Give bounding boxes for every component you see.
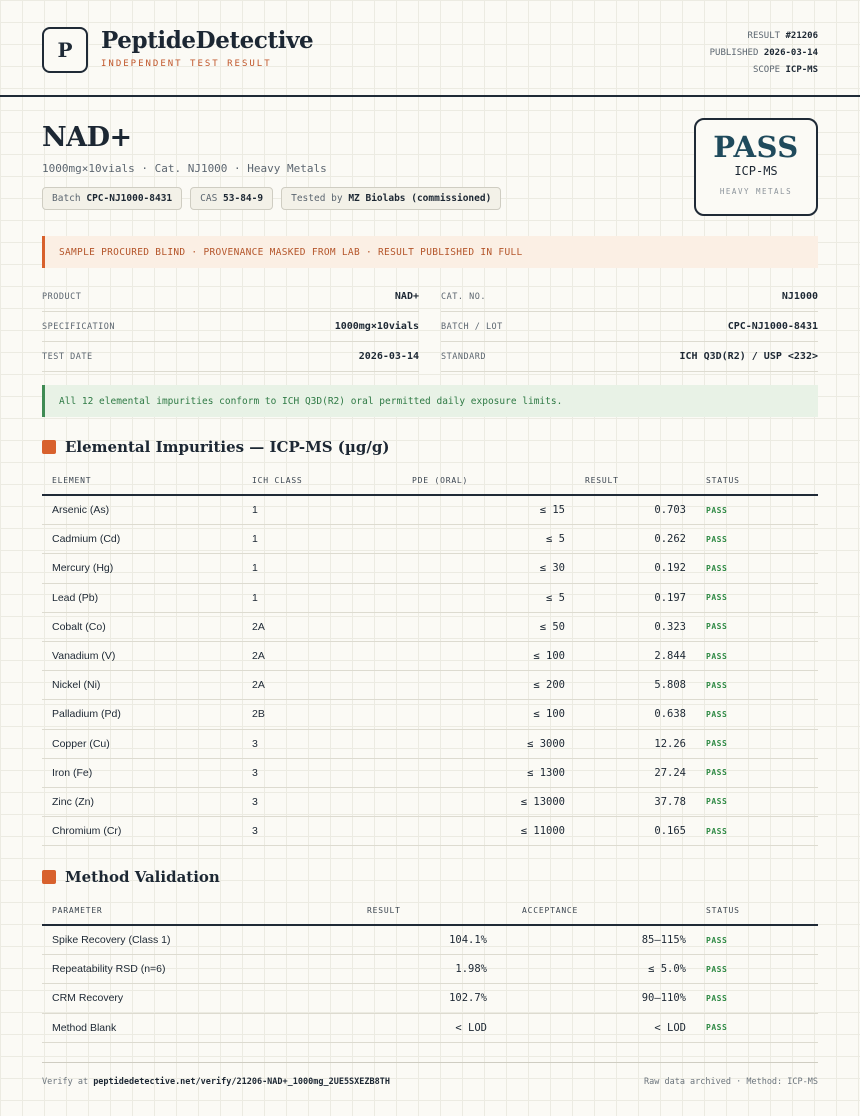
spec-column-right bbox=[441, 282, 818, 372]
pde-cell: ≤ 11000 bbox=[352, 817, 575, 846]
table-row bbox=[42, 925, 818, 955]
cas-chip: CAS 53-84-9 bbox=[190, 187, 273, 210]
pde-cell: ≤ 15 bbox=[352, 495, 575, 525]
spec-row: BATCH / LOT CPC-NJ1000-8431 bbox=[441, 312, 818, 342]
impurities-heading: Elemental Impurities — ICP-MS (µg/g) bbox=[42, 438, 389, 456]
result-cell: 5.808 bbox=[575, 671, 696, 700]
table-header-row: ELEMENT ICH CLASS PDE (ORAL) RESULT STATUS bbox=[42, 467, 818, 495]
table-header-row: PARAMETER RESULT ACCEPTANCE STATUS bbox=[42, 897, 818, 925]
status-cell: PASS bbox=[696, 671, 818, 700]
result-cell: 12.26 bbox=[575, 729, 696, 758]
status-cell: PASS bbox=[696, 787, 818, 816]
report-footer bbox=[42, 1062, 818, 1087]
verify-line: Verify at peptidedetective.net/verify/21206-NAD+_1000mg_2UE5SXEZB8TH bbox=[42, 1077, 390, 1087]
result-cell: 104.1% bbox=[327, 925, 497, 955]
element-cell: Iron (Fe) bbox=[42, 758, 242, 787]
acceptance-cell: < LOD bbox=[497, 1013, 696, 1042]
pde-cell: ≤ 5 bbox=[352, 583, 575, 612]
acceptance-cell: ≤ 5.0% bbox=[497, 955, 696, 984]
spec-column-left bbox=[42, 282, 419, 372]
spec-row: TEST DATE 2026-03-14 bbox=[42, 342, 419, 372]
acceptance-cell: 85–115% bbox=[497, 925, 696, 955]
table-row bbox=[42, 787, 818, 816]
validation-table bbox=[42, 897, 818, 1043]
table-row bbox=[42, 554, 818, 583]
table-row bbox=[42, 671, 818, 700]
ich-class-cell: 3 bbox=[242, 729, 352, 758]
published-date: 2026-03-14 bbox=[763, 48, 818, 58]
verdict-scope: HEAVY METALS bbox=[719, 187, 793, 196]
conformance-notice: All 12 elemental impurities conform to ICH Q3D(R2) oral permitted daily exposure limits. bbox=[42, 385, 818, 417]
report-header bbox=[0, 0, 860, 97]
status-cell: PASS bbox=[696, 1013, 818, 1042]
product-title: NAD+ bbox=[42, 122, 132, 153]
status-cell: PASS bbox=[696, 984, 818, 1013]
product-subtitle: 1000mg×10vials · Cat. NJ1000 · Heavy Metals bbox=[42, 162, 327, 175]
status-cell: PASS bbox=[696, 700, 818, 729]
status-cell: PASS bbox=[696, 525, 818, 554]
result-id-line: RESULT #21206 bbox=[747, 31, 818, 41]
table-row bbox=[42, 641, 818, 670]
ich-class-cell: 1 bbox=[242, 583, 352, 612]
ich-class-cell: 3 bbox=[242, 758, 352, 787]
batch-chip: Batch CPC-NJ1000-8431 bbox=[42, 187, 182, 210]
validation-heading: Method Validation bbox=[42, 868, 220, 886]
impurities-table bbox=[42, 467, 818, 846]
result-meta bbox=[710, 28, 818, 79]
status-cell: PASS bbox=[696, 955, 818, 984]
blind-notice: SAMPLE PROCURED BLIND · PROVENANCE MASKED FROM LAB · RESULT PUBLISHED IN FULL bbox=[42, 236, 818, 268]
pde-cell: ≤ 5 bbox=[352, 525, 575, 554]
footer-note: Raw data archived · Method: ICP-MS bbox=[644, 1077, 818, 1087]
element-cell: Chromium (Cr) bbox=[42, 817, 242, 846]
result-cell: 0.165 bbox=[575, 817, 696, 846]
acceptance-cell: 90–110% bbox=[497, 984, 696, 1013]
logo-mark: P bbox=[42, 27, 88, 73]
result-cell: 2.844 bbox=[575, 641, 696, 670]
ich-class-cell: 2A bbox=[242, 671, 352, 700]
table-row bbox=[42, 758, 818, 787]
status-cell: PASS bbox=[696, 817, 818, 846]
ich-class-cell: 1 bbox=[242, 525, 352, 554]
verdict-word: PASS bbox=[713, 130, 799, 164]
element-cell: Nickel (Ni) bbox=[42, 671, 242, 700]
result-cell: 102.7% bbox=[327, 984, 497, 1013]
ich-class-cell: 3 bbox=[242, 817, 352, 846]
result-cell: 0.323 bbox=[575, 612, 696, 641]
brand-tagline: INDEPENDENT TEST RESULT bbox=[101, 59, 272, 69]
element-cell: Arsenic (As) bbox=[42, 495, 242, 525]
result-cell: 0.197 bbox=[575, 583, 696, 612]
table-row bbox=[42, 525, 818, 554]
ich-class-cell: 2A bbox=[242, 641, 352, 670]
pde-cell: ≤ 3000 bbox=[352, 729, 575, 758]
status-cell: PASS bbox=[696, 612, 818, 641]
result-cell: 0.638 bbox=[575, 700, 696, 729]
verify-link[interactable]: peptidedetective.net/verify/21206-NAD+_1000mg_2UE5SXEZB8TH bbox=[93, 1077, 390, 1087]
lab-chip: Tested by MZ Biolabs (commissioned) bbox=[281, 187, 501, 210]
parameter-cell: Spike Recovery (Class 1) bbox=[42, 925, 327, 955]
pde-cell: ≤ 1300 bbox=[352, 758, 575, 787]
spec-row: PRODUCT NAD+ bbox=[42, 282, 419, 312]
scope-line: SCOPE ICP-MS bbox=[752, 65, 818, 75]
table-row bbox=[42, 700, 818, 729]
element-cell: Lead (Pb) bbox=[42, 583, 242, 612]
verdict-stamp bbox=[694, 118, 818, 216]
pde-cell: ≤ 100 bbox=[352, 700, 575, 729]
section-marker-icon bbox=[42, 870, 56, 884]
parameter-cell: Repeatability RSD (n=6) bbox=[42, 955, 327, 984]
published-line: PUBLISHED 2026-03-14 bbox=[709, 48, 818, 58]
element-cell: Copper (Cu) bbox=[42, 729, 242, 758]
pde-cell: ≤ 200 bbox=[352, 671, 575, 700]
status-cell: PASS bbox=[696, 925, 818, 955]
ich-class-cell: 1 bbox=[242, 495, 352, 525]
table-row bbox=[42, 1013, 818, 1042]
result-cell: < LOD bbox=[327, 1013, 497, 1042]
table-row bbox=[42, 612, 818, 641]
result-cell: 0.703 bbox=[575, 495, 696, 525]
verdict-method: ICP-MS bbox=[734, 164, 778, 178]
element-cell: Zinc (Zn) bbox=[42, 787, 242, 816]
element-cell: Vanadium (V) bbox=[42, 641, 242, 670]
result-cell: 37.78 bbox=[575, 787, 696, 816]
element-cell: Cobalt (Co) bbox=[42, 612, 242, 641]
ich-class-cell: 3 bbox=[242, 787, 352, 816]
table-row bbox=[42, 817, 818, 846]
brand-name: PeptideDetective bbox=[101, 27, 314, 54]
status-cell: PASS bbox=[696, 583, 818, 612]
parameter-cell: CRM Recovery bbox=[42, 984, 327, 1013]
element-cell: Palladium (Pd) bbox=[42, 700, 242, 729]
result-cell: 0.192 bbox=[575, 554, 696, 583]
ich-class-cell: 1 bbox=[242, 554, 352, 583]
product-chips bbox=[42, 187, 501, 210]
status-cell: PASS bbox=[696, 729, 818, 758]
spec-row: CAT. NO. NJ1000 bbox=[441, 282, 818, 312]
scope-value: ICP-MS bbox=[785, 65, 818, 75]
status-cell: PASS bbox=[696, 641, 818, 670]
element-cell: Cadmium (Cd) bbox=[42, 525, 242, 554]
spec-row: SPECIFICATION 1000mg×10vials bbox=[42, 312, 419, 342]
pde-cell: ≤ 30 bbox=[352, 554, 575, 583]
table-row bbox=[42, 729, 818, 758]
ich-class-cell: 2A bbox=[242, 612, 352, 641]
result-cell: 27.24 bbox=[575, 758, 696, 787]
parameter-cell: Method Blank bbox=[42, 1013, 327, 1042]
table-row bbox=[42, 984, 818, 1013]
result-cell: 0.262 bbox=[575, 525, 696, 554]
section-marker-icon bbox=[42, 440, 56, 454]
status-cell: PASS bbox=[696, 758, 818, 787]
element-cell: Mercury (Hg) bbox=[42, 554, 242, 583]
table-row bbox=[42, 583, 818, 612]
pde-cell: ≤ 50 bbox=[352, 612, 575, 641]
result-id: #21206 bbox=[785, 31, 818, 41]
ich-class-cell: 2B bbox=[242, 700, 352, 729]
spec-row: STANDARD ICH Q3D(R2) / USP <232> bbox=[441, 342, 818, 372]
pde-cell: ≤ 13000 bbox=[352, 787, 575, 816]
status-cell: PASS bbox=[696, 495, 818, 525]
status-cell: PASS bbox=[696, 554, 818, 583]
table-row bbox=[42, 955, 818, 984]
table-row bbox=[42, 495, 818, 525]
pde-cell: ≤ 100 bbox=[352, 641, 575, 670]
result-cell: 1.98% bbox=[327, 955, 497, 984]
